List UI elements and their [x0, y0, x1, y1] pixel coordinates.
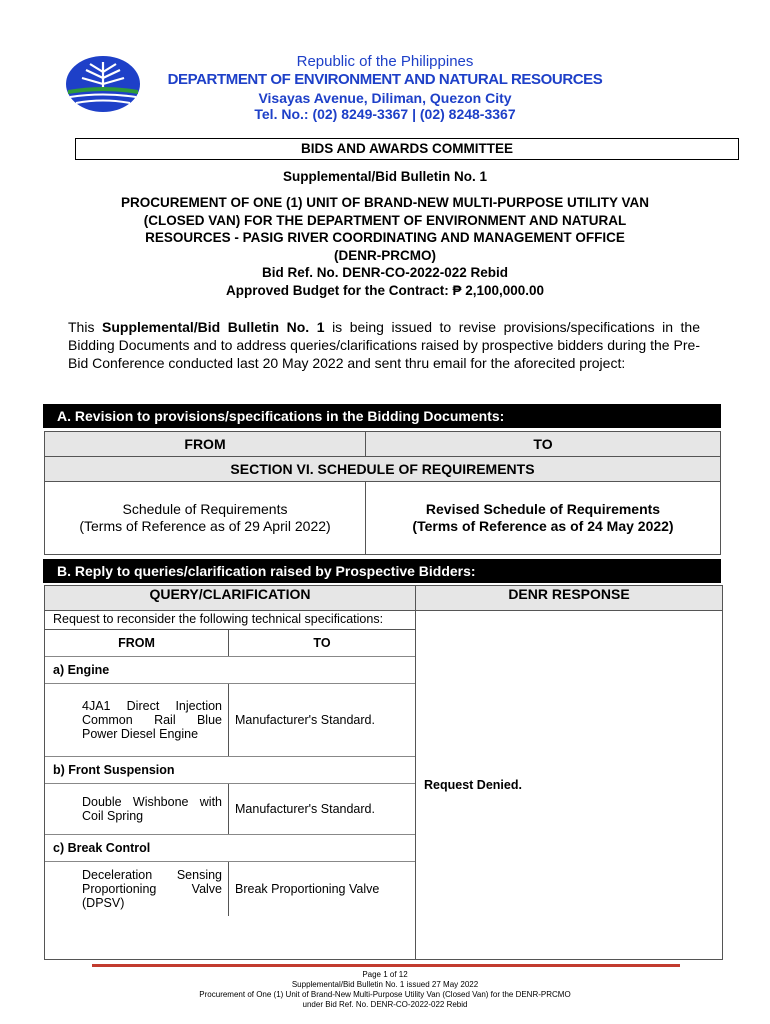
bid-reference: Bid Ref. No. DENR-CO-2022-022 Rebid	[261, 265, 509, 280]
spec-from-value: 4JA1 Direct Injection Common Rail Blue Power Diesel Engine	[45, 684, 229, 757]
header-republic: Republic of the Philippines	[296, 53, 474, 70]
query-cell	[45, 611, 416, 960]
section-b-heading: B. Reply to queries/clarification raised by Prospective Bidders:	[43, 559, 721, 583]
request-text: Request to reconsider the following technical specifications:	[53, 612, 384, 626]
spec-table	[45, 629, 415, 916]
spec-from-value: Deceleration Sensing Proportioning Valve (DPSV)	[45, 862, 229, 917]
section-a-heading: A. Revision to provisions/specifications in the Bidding Documents:	[43, 404, 721, 428]
footer-line: Supplemental/Bid Bulletin No. 1 issued 27 May 2022	[291, 980, 479, 989]
denr-response-cell: Request Denied.	[416, 611, 723, 960]
header-department: DEPARTMENT OF ENVIRONMENT AND NATURAL RESOURCES	[167, 71, 603, 88]
to-cell: Revised Schedule of Requirements (Terms of Reference as of 24 May 2022)	[366, 482, 721, 555]
header-telephone: Tel. No.: (02) 8249-3367 | (02) 8248-3367	[254, 106, 516, 122]
footer-line: under Bid Ref. No. DENR-CO-2022-022 Rebid	[302, 1000, 468, 1009]
spec-from-value: Double Wishbone with Coil Spring	[45, 784, 229, 835]
col-to-header: TO	[366, 432, 721, 457]
from-cell: Schedule of Requirements (Terms of Reference as of 29 April 2022)	[45, 482, 366, 555]
intro-paragraph: This Supplemental/Bid Bulletin No. 1 is being issued to revise provisions/specifications in the Bidding Documents and to address queries/clarifications raised by prospective bidders during the Pre-Bid Conference conducted last 20 May 2022 and sent thru email for the aforecited project:	[68, 319, 701, 371]
col-from-header: FROM	[45, 432, 366, 457]
section-b-table	[44, 585, 723, 960]
header-address: Visayas Avenue, Diliman, Quezon City	[258, 90, 512, 106]
procurement-line: (DENR-PRCMO)	[334, 247, 436, 263]
footer	[100, 970, 670, 1010]
approved-budget: Approved Budget for the Contract: ₱ 2,100,000.00	[225, 282, 545, 298]
procurement-line: RESOURCES - PASIG RIVER COORDINATING AND MANAGEMENT OFFICE	[145, 230, 625, 245]
col-query-header: QUERY/CLARIFICATION	[45, 586, 416, 611]
committee-box: BIDS AND AWARDS COMMITTEE	[75, 138, 739, 160]
spec-to-value: Manufacturer's Standard.	[229, 784, 416, 835]
spec-category-break-control: c) Break Control	[45, 835, 415, 862]
page-number: Page 1 of 12	[362, 970, 408, 979]
section-a-table	[44, 431, 721, 555]
spec-category-engine: a) Engine	[45, 657, 415, 684]
spec-category-front-suspension: b) Front Suspension	[45, 757, 415, 784]
bulletin-title: Supplemental/Bid Bulletin No. 1	[282, 169, 488, 184]
intro-bulletin-ref: Supplemental/Bid Bulletin No. 1	[102, 319, 325, 335]
spec-to-value: Break Proportioning Valve	[235, 882, 380, 896]
procurement-line: (CLOSED VAN) FOR THE DEPARTMENT OF ENVIRONMENT AND NATURAL	[143, 212, 627, 228]
footer-line: Procurement of One (1) Unit of Brand-New Multi-Purpose Utility Van (Closed Van) for the DENR-PRCMO	[199, 990, 571, 999]
schedule-section-row: SECTION VI. SCHEDULE OF REQUIREMENTS	[45, 457, 721, 482]
spec-from-header: FROM	[45, 630, 229, 657]
spec-to-value: Manufacturer's Standard.	[229, 684, 416, 757]
spec-to-header: TO	[229, 630, 416, 657]
procurement-line: PROCUREMENT OF ONE (1) UNIT OF BRAND-NEW MULTI-PURPOSE UTILITY VAN	[121, 195, 649, 210]
footer-divider	[92, 964, 680, 967]
procurement-title	[70, 194, 700, 299]
col-response-header: DENR RESPONSE	[416, 586, 723, 611]
denr-logo-icon	[64, 54, 142, 114]
